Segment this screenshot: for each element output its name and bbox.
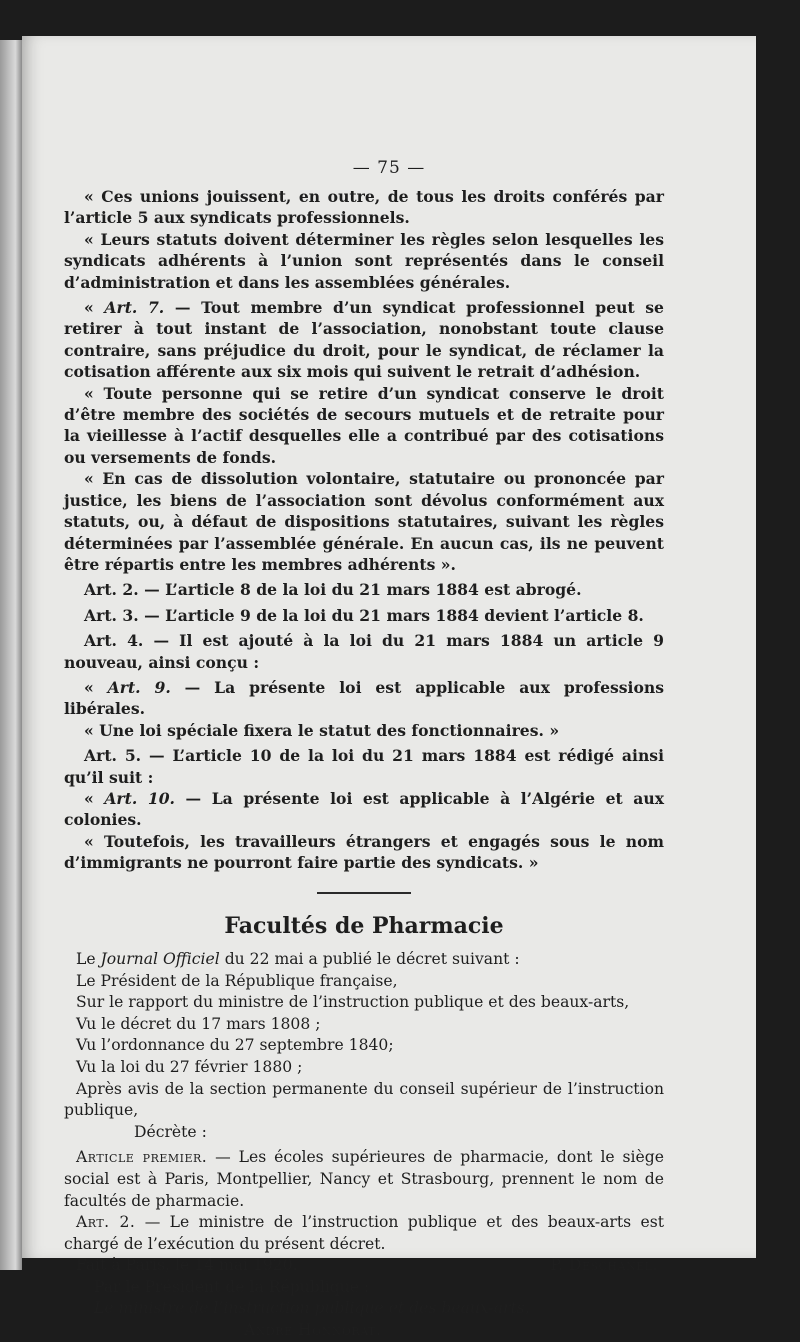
article-9-text: — La présente loi est applicable aux professions libérales.	[64, 677, 664, 719]
countersignature	[64, 1277, 664, 1342]
decree-line: Le Président de la République française,	[76, 971, 398, 990]
decree-line: Après avis de la section permanente du conseil supérieur de l’instruction publique,	[64, 1079, 664, 1120]
law-paragraph: « Ces unions jouissent, en outre, de tous les droits conférés par l’article 5 aux syndicats professionnels.	[64, 187, 664, 228]
law-paragraph: « Toutefois, les travailleurs étrangers et engagés sous le nom d’immigrants ne pourront faire partie des syndicats. »	[64, 831, 664, 873]
decree-line: Vu la loi du 27 février 1880 ;	[76, 1057, 303, 1076]
signer-name: P. Deschanel.	[550, 1256, 658, 1275]
previous-page-edge	[0, 40, 22, 1270]
decree-intro-pre: Le	[76, 950, 101, 968]
section-title: Facultés de Pharmacie	[224, 912, 504, 939]
law-paragraph: « Toute personne qui se retire d’un syndicat conserve le droit d’être membre des sociétés de secours mutuels et de retraite pour la vieillesse à l’actif desquelles elle a contribué par des cotisations ou versements de fonds.	[64, 383, 664, 467]
quote-mark: «	[84, 788, 105, 808]
article-10-label: Art. 10.	[104, 788, 175, 808]
document-page	[22, 36, 756, 1339]
decree-intro-post: du 22 mai a publié le décret suivant :	[219, 950, 520, 968]
decree-article-2-text: — Le ministre de l’instruction publique et des beaux-arts est chargé de l’exécution du présent décret.	[64, 1213, 664, 1253]
article-7	[64, 297, 664, 383]
minister-name: André Honnorat.	[244, 1320, 382, 1339]
article-4: Art. 4. — Il est ajouté à la loi du 21 mars 1884 un article 9 nouveau, ainsi conçu :	[64, 631, 664, 672]
article-7-label: Art. 7.	[104, 298, 165, 318]
page-text	[64, 186, 664, 1342]
decree-line: Sur le rapport du ministre de l’instruction publique et des beaux-arts,	[76, 993, 630, 1012]
article-2: Art. 2. — L’article 8 de la loi du 21 mars 1884 est abrogé.	[84, 580, 582, 600]
section-divider	[317, 892, 411, 894]
decree-line: Vu le décret du 17 mars 1808 ;	[76, 1014, 321, 1033]
decree-article-1	[64, 1147, 664, 1212]
law-paragraph: « En cas de dissolution volontaire, statutaire ou prononcée par justice, les biens de l’association sont dévolus conformément aux statuts, ou, à défaut de dispositions statutaires, suivant les règles déterminées par l’assemblée générale. En aucun cas, ils ne peuvent être répartis entre les membres adhérents ».	[64, 469, 664, 574]
by-president: Par le Président de la République :	[94, 1277, 370, 1296]
law-paragraph: « Une loi spéciale fixera le statut des fonctionnaires. »	[84, 720, 560, 740]
decree-intro	[64, 949, 664, 971]
article-10	[64, 788, 664, 831]
law-paragraph: « Leurs statuts doivent déterminer les règles selon lesquelles les syndicats adhérents à l’union sont représentés dans le conseil d’administration et dans les assemblées générales.	[64, 229, 664, 292]
decree-line: Vu l’ordonnance du 27 septembre 1840;	[76, 1036, 394, 1055]
article-10-text: — La présente loi est applicable à l’Algérie et aux colonies.	[64, 788, 665, 830]
quote-mark: «	[84, 677, 108, 697]
decree-article-2	[64, 1212, 664, 1255]
quote-mark: «	[84, 298, 105, 318]
article-9-label: Art. 9.	[107, 677, 171, 697]
decree-article-2-label: Art. 2.	[76, 1213, 136, 1232]
minister-title	[94, 1298, 664, 1320]
decrete-label: Décrète :	[134, 1122, 207, 1141]
minister-title-text: Le ministre de l’instruction publique et des beaux-arts,	[94, 1299, 530, 1318]
done-at: Fait à Paris, le 14 mai 1920.	[76, 1256, 298, 1275]
law-text	[64, 186, 664, 874]
journal-title: Journal Officiel	[100, 950, 220, 968]
decree-text	[64, 949, 664, 1342]
signature-row	[64, 1255, 664, 1276]
page-number: — 75 —	[352, 158, 426, 178]
decree-article-1-label: Article premier.	[76, 1148, 208, 1167]
article-3: Art. 3. — L’article 9 de la loi du 21 mars 1884 devient l’article 8.	[84, 605, 644, 625]
article-9	[64, 677, 664, 720]
article-5: Art. 5. — L’article 10 de la loi du 21 mars 1884 est rédigé ainsi qu’il suit :	[64, 746, 664, 787]
article-7-text: — Tout membre d’un syndicat professionnel peut se retirer à tout instant de l’association, nonobstant toute clause contraire, sans préjudice du droit, pour le syndicat, de réclamer la cotisation afférente aux six mois qui suivent le retrait d’adhésion.	[64, 298, 664, 382]
decree-article-1-text: — Les écoles supérieures de pharmacie, dont le siège social est à Paris, Montpellier, Nancy et Strasbourg, prennent le nom de facultés de pharmacie.	[64, 1148, 664, 1210]
